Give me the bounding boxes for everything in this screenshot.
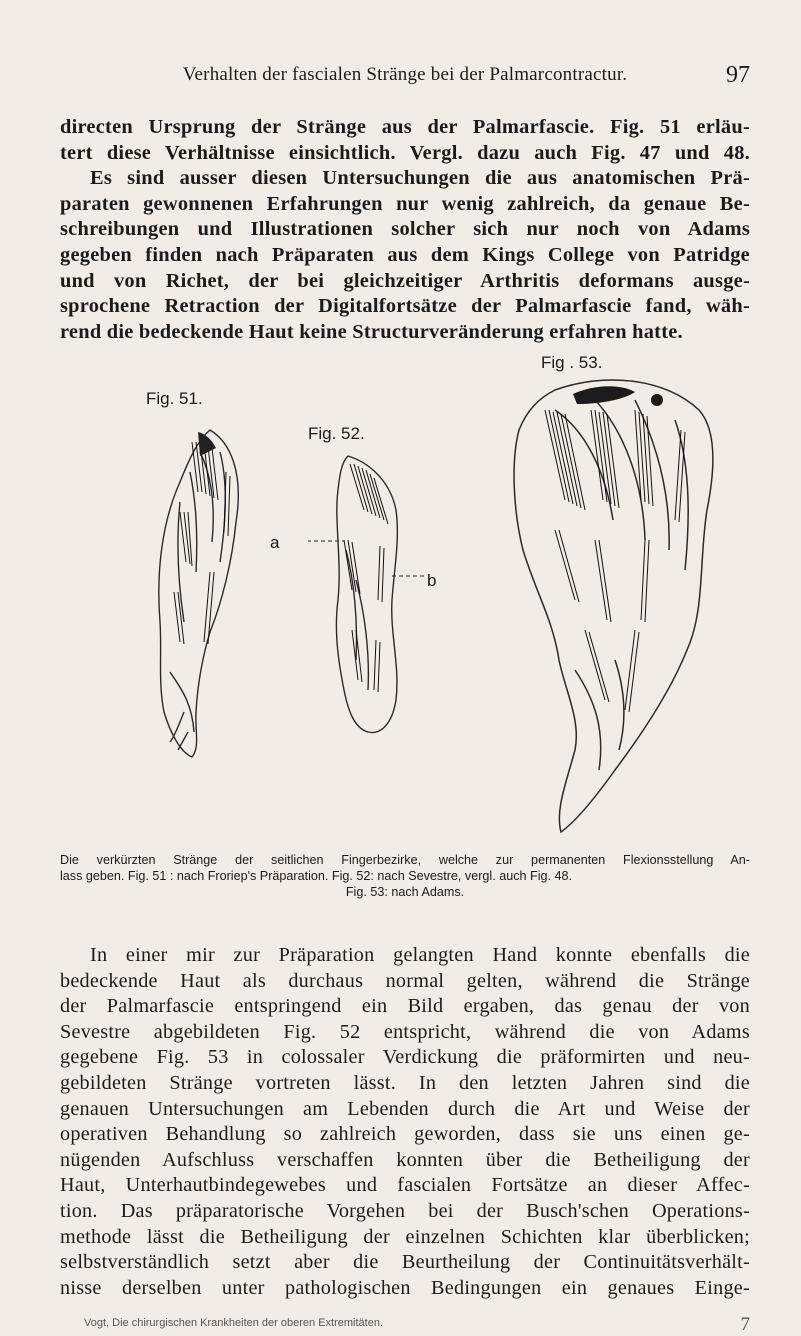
text-line: Sevestre abgebildeten Fig. 52 entspricht, während die von Adams — [60, 1020, 750, 1043]
running-head — [60, 62, 750, 94]
label-a: a — [270, 533, 280, 552]
page-footer — [84, 1314, 750, 1335]
figure-caption — [60, 852, 750, 900]
text-line: tert diese Verhältnisse einsichtlich. Vergl. dazu auch Fig. 47 und 48. — [60, 141, 750, 164]
text-line: bedeckende Haut als durchaus normal gelten, während die Stränge — [60, 969, 750, 992]
signature-mark: 7 — [740, 1314, 750, 1335]
text-line: und von Richet, der bei gleichzeitiger Arthritis deformans ausge- — [60, 269, 750, 292]
label-b: b — [427, 571, 437, 590]
fig51-label: Fig. 51. — [146, 389, 203, 408]
text-line: paraten gewonnenen Erfahrungen nur wenig zahlreich, da genaue Be- — [60, 192, 750, 215]
text-line: Haut, Unterhautbindegewebes und fascialen Fortsätze an dieser Affec- — [60, 1174, 750, 1197]
text-line: selbstverständlich setzt aber die Beurtheilung der Continuitätsverhält- — [60, 1251, 750, 1274]
text-line: schreibungen und Illustrationen solcher sich nur noch von Adams — [60, 218, 750, 241]
text-line: rend die bedeckende Haut keine Structurveränderung erfahren hatte. — [60, 320, 683, 343]
text-line: operativen Behandlung so zahlreich geworden, dass sie uns einen ge- — [60, 1123, 750, 1146]
text-line: genauen Untersuchungen am Lebenden durch die Art und Weise der — [60, 1097, 750, 1120]
figure-53-illustration — [495, 370, 725, 840]
caption-line: Die verkürzten Stränge der seitlichen Fingerbezirke, welche zur permanenten Flexionsstellung An- — [60, 853, 750, 867]
text-line: der Palmarfascie entspringend ein Bild ergaben, das genau der von — [60, 995, 750, 1018]
footer-source: Vogt, Die chirurgischen Krankheiten der oberen Extremitäten. — [84, 1317, 383, 1329]
caption-line: lass geben. Fig. 51 : nach Froriep's Präparation. Fig. 52: nach Sevestre, vergl. auch Fig. 48. — [60, 869, 573, 883]
paragraph-bottom — [60, 943, 750, 1301]
figure-51-illustration — [140, 412, 260, 762]
figure-52-illustration — [308, 450, 428, 740]
fig53-label: Fig . 53. — [541, 353, 603, 372]
fig52-label: Fig. 52. — [308, 424, 365, 443]
text-line: nügenden Aufschluss verschaffen konnten über die Betheiligung der — [60, 1148, 750, 1171]
running-title: Verhalten der fascialen Stränge bei der Palmarcontractur. — [182, 64, 628, 85]
text-line: gegeben finden nach Präparaten aus dem Kings College von Patridge — [60, 243, 750, 266]
text-line: In einer mir zur Präparation gelangten Hand konnte ebenfalls die — [90, 944, 750, 966]
page-number: 97 — [726, 62, 750, 88]
text-line: methode lässt die Betheiligung der einzelnen Schichten klar überblicken; — [60, 1225, 750, 1248]
paragraph-top — [60, 115, 750, 345]
text-line: tion. Das präparatorische Vorgehen bei der Busch'schen Operations- — [60, 1199, 750, 1222]
text-line: Es sind ausser diesen Untersuchungen die aus anatomischen Prä- — [90, 167, 750, 190]
caption-line: Fig. 53: nach Adams. — [345, 885, 465, 899]
text-line: gebildeten Stränge vortreten lässt. In den letzten Jahren sind die — [60, 1071, 750, 1094]
text-line: sprochene Retraction der Digitalfortsätze der Palmarfascie fand, wäh- — [60, 295, 750, 318]
text-line: nisse derselben unter pathologischen Bedingungen ein genaues Einge- — [60, 1276, 750, 1299]
text-line: gegebene Fig. 53 in colossaler Verdickung die präformirten und neu- — [60, 1046, 750, 1069]
text-line: directen Ursprung der Stränge aus der Palmarfascie. Fig. 51 erläu- — [60, 116, 750, 138]
